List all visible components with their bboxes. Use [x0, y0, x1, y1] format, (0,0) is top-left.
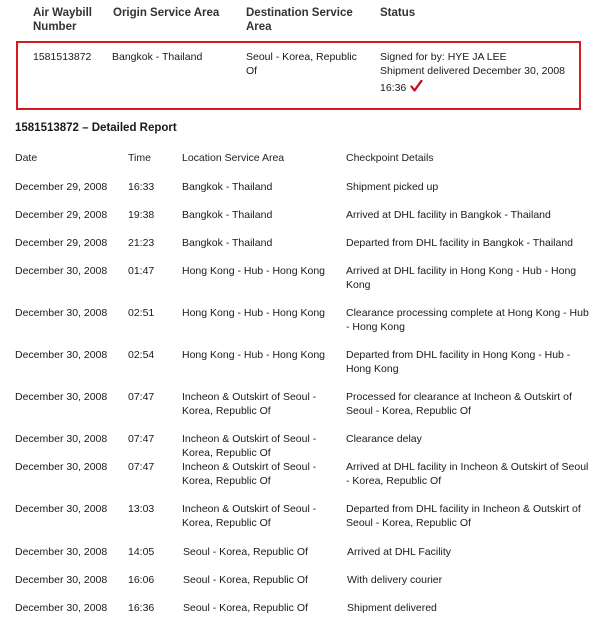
row-checkpoint: Departed from DHL facility in Hong Kong - Hub - Hong Kong [346, 349, 571, 375]
row-checkpoint: Departed from DHL facility in Incheon & Outskirt of Seoul - Korea, Republic Of [346, 503, 581, 529]
row-location: Incheon & Outskirt of Seoul - Korea, Republic Of [182, 433, 317, 459]
row-time: 07:47 [128, 391, 155, 403]
time-column-header: Time [128, 152, 151, 164]
row-location: Bangkok - Thailand [182, 209, 273, 221]
row-date: December 30, 2008 [15, 602, 108, 614]
shipment-summary-row [16, 41, 581, 110]
row-checkpoint: Processed for clearance at Incheon & Outskirt of Seoul - Korea, Republic Of [346, 391, 572, 417]
row-location: Hong Kong - Hub - Hong Kong [182, 265, 326, 277]
row-location: Seoul - Korea, Republic Of [183, 546, 308, 558]
row-checkpoint: Arrived at DHL facility in Incheon & Outskirt of Seoul - Korea, Republic Of [346, 461, 589, 487]
row-time: 14:05 [128, 546, 155, 558]
row-date: December 29, 2008 [15, 209, 108, 221]
row-location: Seoul - Korea, Republic Of [183, 574, 308, 586]
row-time: 16:06 [128, 574, 155, 586]
row-location: Incheon & Outskirt of Seoul - Korea, Republic Of [182, 461, 317, 487]
shipment-status [380, 50, 580, 95]
waybill-column-header: Air Waybill Number [33, 7, 92, 33]
row-location: Bangkok - Thailand [182, 237, 273, 249]
row-date: December 30, 2008 [15, 349, 108, 361]
row-location: Incheon & Outskirt of Seoul - Korea, Republic Of [182, 391, 317, 417]
row-time: 02:51 [128, 307, 155, 319]
row-time: 13:03 [128, 503, 155, 515]
row-date: December 30, 2008 [15, 391, 108, 403]
row-time: 07:47 [128, 433, 155, 445]
row-checkpoint: Arrived at DHL facility in Hong Kong - Hub - Hong Kong [346, 265, 577, 291]
row-time: 21:23 [128, 237, 155, 249]
origin-service-area: Bangkok - Thailand [112, 51, 203, 63]
row-date: December 29, 2008 [15, 237, 108, 249]
row-checkpoint: With delivery courier [347, 574, 443, 586]
row-checkpoint: Shipment picked up [346, 181, 439, 193]
destination-column-header: Destination Service Area [246, 7, 353, 33]
row-time: 02:54 [128, 349, 155, 361]
row-date: December 30, 2008 [15, 574, 108, 586]
row-location: Hong Kong - Hub - Hong Kong [182, 349, 326, 361]
row-time: 16:33 [128, 181, 155, 193]
row-location: Seoul - Korea, Republic Of [183, 602, 308, 614]
row-location: Hong Kong - Hub - Hong Kong [182, 307, 326, 319]
signed-for-text: Signed for by: HYE JA LEE [380, 51, 507, 63]
row-date: December 30, 2008 [15, 265, 108, 277]
row-checkpoint: Departed from DHL facility in Bangkok - Thailand [346, 237, 574, 249]
row-checkpoint: Shipment delivered [347, 602, 437, 614]
row-checkpoint: Clearance processing complete at Hong Kong - Hub - Hong Kong [346, 307, 589, 333]
detailed-report-title: 1581513872 – Detailed Report [15, 122, 177, 134]
row-date: December 30, 2008 [15, 433, 108, 445]
row-time: 16:36 [128, 602, 155, 614]
row-date: December 30, 2008 [15, 546, 108, 558]
delivered-time: 16:36 [380, 82, 407, 94]
date-column-header: Date [15, 152, 38, 164]
row-checkpoint: Arrived at DHL facility in Bangkok - Thailand [346, 209, 551, 221]
row-date: December 30, 2008 [15, 307, 108, 319]
row-checkpoint: Arrived at DHL Facility [347, 546, 452, 558]
row-date: December 29, 2008 [15, 181, 108, 193]
row-checkpoint: Clearance delay [346, 433, 422, 445]
row-time: 07:47 [128, 461, 155, 473]
delivered-text: Shipment delivered December 30, 2008 [380, 65, 566, 77]
row-time: 01:47 [128, 265, 155, 277]
row-date: December 30, 2008 [15, 461, 108, 473]
waybill-number: 1581513872 [33, 51, 92, 63]
origin-column-header: Origin Service Area [113, 7, 220, 19]
row-location: Bangkok - Thailand [182, 181, 273, 193]
check-icon [410, 80, 423, 92]
summary-table-header [0, 0, 603, 40]
destination-service-area: Seoul - Korea, Republic Of [246, 51, 357, 77]
row-time: 19:38 [128, 209, 155, 221]
checkpoint-column-header: Checkpoint Details [346, 152, 434, 164]
row-location: Incheon & Outskirt of Seoul - Korea, Republic Of [182, 503, 317, 529]
row-date: December 30, 2008 [15, 503, 108, 515]
location-column-header: Location Service Area [182, 152, 285, 164]
status-column-header: Status [380, 7, 416, 19]
